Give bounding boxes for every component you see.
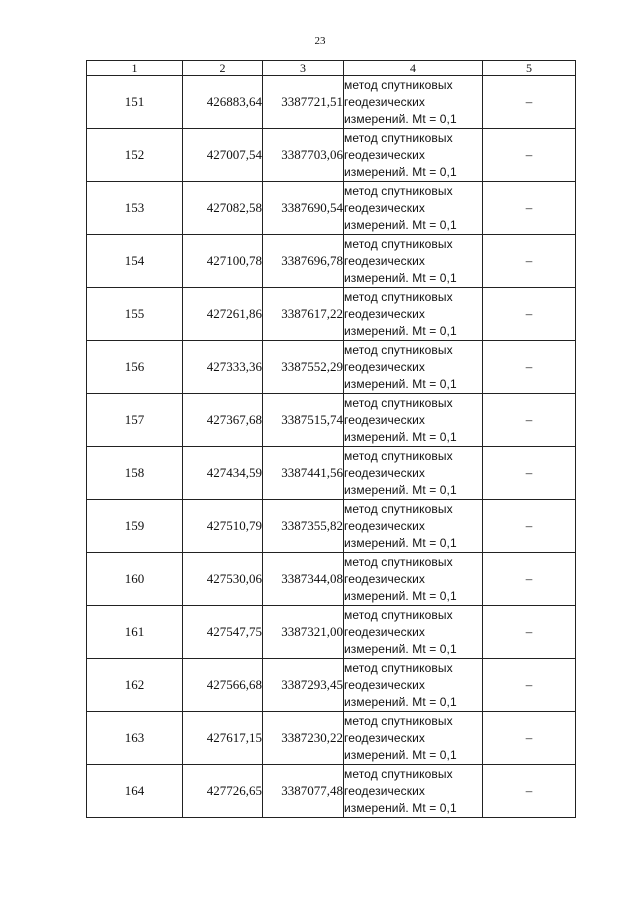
y-coordinate-cell: 3387077,48 bbox=[263, 765, 344, 818]
method-line: геодезических bbox=[344, 571, 425, 586]
method-line: геодезических bbox=[344, 465, 425, 480]
note-cell: – bbox=[483, 712, 576, 765]
y-coordinate-cell: 3387617,22 bbox=[263, 288, 344, 341]
method-line: метод спутниковых bbox=[344, 130, 453, 145]
method-cell bbox=[344, 500, 483, 553]
method-line: метод спутниковых bbox=[344, 289, 453, 304]
method-cell bbox=[344, 235, 483, 288]
x-coordinate-cell: 427007,54 bbox=[183, 129, 263, 182]
coordinates-table bbox=[86, 60, 576, 818]
method-line: геодезических bbox=[344, 624, 425, 639]
y-coordinate-cell: 3387293,45 bbox=[263, 659, 344, 712]
point-number-cell: 162 bbox=[87, 659, 183, 712]
table-row bbox=[87, 235, 576, 288]
point-number-cell: 151 bbox=[87, 76, 183, 129]
table-row bbox=[87, 182, 576, 235]
column-header: 2 bbox=[183, 61, 263, 76]
table-row bbox=[87, 712, 576, 765]
note-cell: – bbox=[483, 765, 576, 818]
note-cell: – bbox=[483, 606, 576, 659]
x-coordinate-cell: 427082,58 bbox=[183, 182, 263, 235]
method-cell bbox=[344, 182, 483, 235]
method-cell bbox=[344, 553, 483, 606]
method-line: геодезических bbox=[344, 306, 425, 321]
x-coordinate-cell: 427100,78 bbox=[183, 235, 263, 288]
point-number-cell: 154 bbox=[87, 235, 183, 288]
point-number-cell: 156 bbox=[87, 341, 183, 394]
point-number-cell: 157 bbox=[87, 394, 183, 447]
method-line: метод спутниковых bbox=[344, 448, 453, 463]
method-cell bbox=[344, 765, 483, 818]
table-row bbox=[87, 500, 576, 553]
table-row bbox=[87, 659, 576, 712]
table-row bbox=[87, 341, 576, 394]
note-cell: – bbox=[483, 182, 576, 235]
method-line: метод спутниковых bbox=[344, 395, 453, 410]
column-header: 1 bbox=[87, 61, 183, 76]
method-line: метод спутниковых bbox=[344, 554, 453, 569]
x-coordinate-cell: 427510,79 bbox=[183, 500, 263, 553]
table-row bbox=[87, 288, 576, 341]
method-line: измерений. Mt = 0,1 bbox=[344, 535, 457, 550]
point-number-cell: 155 bbox=[87, 288, 183, 341]
y-coordinate-cell: 3387552,29 bbox=[263, 341, 344, 394]
x-coordinate-cell: 427566,68 bbox=[183, 659, 263, 712]
note-cell: – bbox=[483, 129, 576, 182]
y-coordinate-cell: 3387515,74 bbox=[263, 394, 344, 447]
point-number-cell: 158 bbox=[87, 447, 183, 500]
method-cell bbox=[344, 712, 483, 765]
table-row bbox=[87, 606, 576, 659]
note-cell: – bbox=[483, 235, 576, 288]
table-row bbox=[87, 553, 576, 606]
x-coordinate-cell: 427367,68 bbox=[183, 394, 263, 447]
point-number-cell: 159 bbox=[87, 500, 183, 553]
method-line: метод спутниковых bbox=[344, 501, 453, 516]
method-line: измерений. Mt = 0,1 bbox=[344, 111, 457, 126]
point-number-cell: 164 bbox=[87, 765, 183, 818]
x-coordinate-cell: 427261,86 bbox=[183, 288, 263, 341]
x-coordinate-cell: 427434,59 bbox=[183, 447, 263, 500]
method-line: геодезических bbox=[344, 359, 425, 374]
method-line: измерений. Mt = 0,1 bbox=[344, 747, 457, 762]
method-cell bbox=[344, 659, 483, 712]
method-line: измерений. Mt = 0,1 bbox=[344, 270, 457, 285]
method-line: геодезических bbox=[344, 412, 425, 427]
x-coordinate-cell: 427333,36 bbox=[183, 341, 263, 394]
y-coordinate-cell: 3387441,56 bbox=[263, 447, 344, 500]
method-line: измерений. Mt = 0,1 bbox=[344, 641, 457, 656]
method-line: геодезических bbox=[344, 200, 425, 215]
x-coordinate-cell: 427530,06 bbox=[183, 553, 263, 606]
column-header: 5 bbox=[483, 61, 576, 76]
note-cell: – bbox=[483, 659, 576, 712]
x-coordinate-cell: 426883,64 bbox=[183, 76, 263, 129]
y-coordinate-cell: 3387690,54 bbox=[263, 182, 344, 235]
point-number-cell: 163 bbox=[87, 712, 183, 765]
method-cell bbox=[344, 129, 483, 182]
point-number-cell: 152 bbox=[87, 129, 183, 182]
x-coordinate-cell: 427617,15 bbox=[183, 712, 263, 765]
method-line: метод спутниковых bbox=[344, 342, 453, 357]
method-cell bbox=[344, 76, 483, 129]
table-row bbox=[87, 129, 576, 182]
y-coordinate-cell: 3387355,82 bbox=[263, 500, 344, 553]
x-coordinate-cell: 427726,65 bbox=[183, 765, 263, 818]
page-number: 23 bbox=[314, 35, 326, 47]
method-line: геодезических bbox=[344, 253, 425, 268]
point-number-cell: 161 bbox=[87, 606, 183, 659]
y-coordinate-cell: 3387230,22 bbox=[263, 712, 344, 765]
column-header: 3 bbox=[263, 61, 344, 76]
method-line: метод спутниковых bbox=[344, 236, 453, 251]
method-line: метод спутниковых bbox=[344, 607, 453, 622]
point-number-cell: 160 bbox=[87, 553, 183, 606]
note-cell: – bbox=[483, 500, 576, 553]
note-cell: – bbox=[483, 288, 576, 341]
method-line: метод спутниковых bbox=[344, 660, 453, 675]
method-line: геодезических bbox=[344, 147, 425, 162]
y-coordinate-cell: 3387321,00 bbox=[263, 606, 344, 659]
y-coordinate-cell: 3387703,06 bbox=[263, 129, 344, 182]
method-line: метод спутниковых bbox=[344, 766, 453, 781]
method-cell bbox=[344, 341, 483, 394]
y-coordinate-cell: 3387344,08 bbox=[263, 553, 344, 606]
method-cell bbox=[344, 606, 483, 659]
column-header: 4 bbox=[344, 61, 483, 76]
method-line: геодезических bbox=[344, 518, 425, 533]
note-cell: – bbox=[483, 76, 576, 129]
method-line: измерений. Mt = 0,1 bbox=[344, 376, 457, 391]
method-line: метод спутниковых bbox=[344, 183, 453, 198]
method-line: измерений. Mt = 0,1 bbox=[344, 588, 457, 603]
method-line: измерений. Mt = 0,1 bbox=[344, 694, 457, 709]
x-coordinate-cell: 427547,75 bbox=[183, 606, 263, 659]
point-number-cell: 153 bbox=[87, 182, 183, 235]
y-coordinate-cell: 3387721,51 bbox=[263, 76, 344, 129]
method-line: геодезических bbox=[344, 677, 425, 692]
note-cell: – bbox=[483, 447, 576, 500]
table-header-row bbox=[87, 61, 576, 76]
method-cell bbox=[344, 288, 483, 341]
method-line: геодезических bbox=[344, 730, 425, 745]
note-cell: – bbox=[483, 553, 576, 606]
method-line: геодезических bbox=[344, 783, 425, 798]
method-cell bbox=[344, 447, 483, 500]
method-line: измерений. Mt = 0,1 bbox=[344, 164, 457, 179]
method-line: измерений. Mt = 0,1 bbox=[344, 429, 457, 444]
table-row bbox=[87, 447, 576, 500]
note-cell: – bbox=[483, 394, 576, 447]
table-row bbox=[87, 394, 576, 447]
method-line: метод спутниковых bbox=[344, 77, 453, 92]
y-coordinate-cell: 3387696,78 bbox=[263, 235, 344, 288]
note-cell: – bbox=[483, 341, 576, 394]
method-line: геодезических bbox=[344, 94, 425, 109]
method-line: метод спутниковых bbox=[344, 713, 453, 728]
method-line: измерений. Mt = 0,1 bbox=[344, 800, 457, 815]
method-line: измерений. Mt = 0,1 bbox=[344, 482, 457, 497]
table-body bbox=[87, 76, 576, 818]
method-line: измерений. Mt = 0,1 bbox=[344, 217, 457, 232]
method-cell bbox=[344, 394, 483, 447]
table-row bbox=[87, 765, 576, 818]
table-row bbox=[87, 76, 576, 129]
method-line: измерений. Mt = 0,1 bbox=[344, 323, 457, 338]
